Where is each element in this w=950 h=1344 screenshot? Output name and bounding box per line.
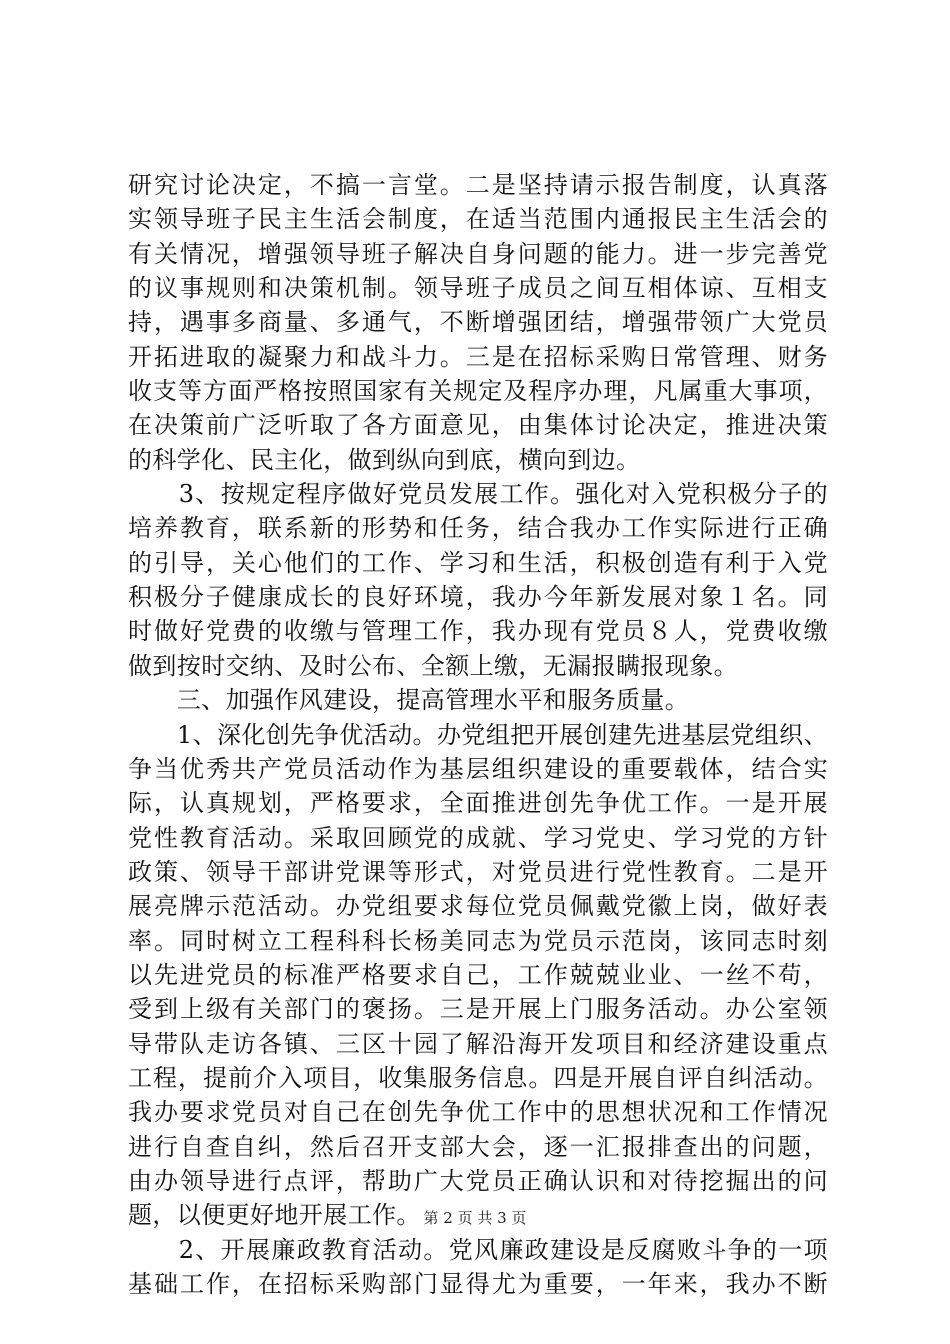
page-number-footer: 第 2 页 共 3 页 [423,1209,527,1227]
text-line: 的引导，关心他们的工作、学习和生活，积极创造有利于入党 [128,548,828,577]
text-line: 导带队走访各镇、三区十园了解沿海开发项目和经济建设重点 [128,1029,828,1058]
text-line: 实领导班子民主生活会制度，在适当范围内通报民主生活会的 [128,205,828,234]
text-line: 研究讨论决定，不搞一言堂。二是坚持请示报告制度，认真落 [128,171,828,199]
text-line: 政策、领导干部讲党课等形式，对党员进行党性教育。二是开 [128,857,828,886]
text-line: 工程，提前介入项目，收集服务信息。四是开展自评自纠活动。 [128,1063,828,1092]
text-line: 进行自查自纠，然后召开支部大会，逐一汇报排查出的问题， [128,1132,828,1161]
text-line: 3、按规定程序做好党员发展工作。强化对入党积极分子的 [128,480,828,509]
text-line: 的议事规则和决策机制。领导班子成员之间互相体谅、互相支 [128,274,828,303]
text-line: 党性教育活动。采取回顾党的成就、学习党史、学习党的方针 [128,823,828,852]
text-line: 做到按时交纳、及时公布、全额上缴，无漏报瞒报现象。 [128,651,738,680]
text-line: 以先进党员的标准严格要求自己，工作兢兢业业、一丝不苟， [128,960,828,989]
text-line: 由办领导进行点评，帮助广大党员正确认识和对待挖掘出的问 [128,1166,828,1195]
document-body [128,168,828,1301]
text-line: 率。同时树立工程科科长杨美同志为党员示范岗，该同志时刻 [128,926,828,955]
text-line: 1、深化创先争优活动。办党组把开展创建先进基层党组织、 [128,720,828,749]
section-heading: 三、加强作风建设，提高管理水平和服务质量。 [128,686,690,715]
text-line: 展亮牌示范活动。办党组要求每位党员佩戴党徽上岗，做好表 [128,892,828,921]
text-line: 持，遇事多商量、多通气，不断增强团结，增强带领广大党员 [128,308,828,337]
text-line: 积极分子健康成长的良好环境，我办今年新发展对象１名。同 [128,583,828,612]
text-line: 2、开展廉政教育活动。党风廉政建设是反腐败斗争的一项 [128,1235,828,1264]
text-line: 开拓进取的凝聚力和战斗力。三是在招标采购日常管理、财务 [128,342,828,371]
text-line: 时做好党费的收缴与管理工作，我办现有党员８人，党费收缴 [128,617,828,646]
text-line: 在决策前广泛听取了各方面意见，由集体讨论决定，推进决策 [128,411,828,440]
text-line: 有关情况，增强领导班子解决自身问题的能力。进一步完善党 [128,239,828,268]
text-line: 基础工作，在招标采购部门显得尤为重要，一年来，我办不断 [128,1270,828,1298]
text-line: 际，认真规划，严格要求，全面推进创先争优工作。一是开展 [128,789,828,818]
text-line: 争当优秀共产党员活动作为基层组织建设的重要载体，结合实 [128,754,828,783]
text-line: 培养教育，联系新的形势和任务，结合我办工作实际进行正确 [128,514,828,543]
text-line: 受到上级有关部门的褒扬。三是开展上门服务活动。办公室领 [128,995,828,1024]
text-line: 我办要求党员对自己在创先争优工作中的思想状况和工作情况 [128,1098,828,1127]
text-line: 收支等方面严格按照国家有关规定及程序办理，凡属重大事项， [128,377,828,406]
text-line: 题，以便更好地开展工作。 [128,1201,421,1230]
text-line: 的科学化、民主化，做到纵向到底，横向到边。 [128,445,641,474]
